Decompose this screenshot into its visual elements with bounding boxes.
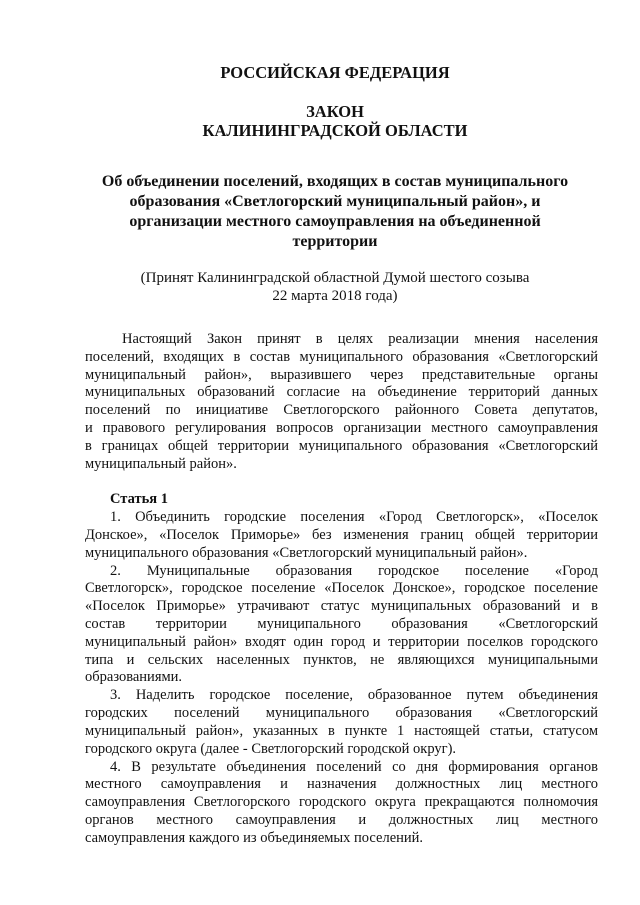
paragraph-line: самоуправления Светлогорского городского округа прекращаются полномочия xyxy=(85,794,598,811)
preamble-line: в границах общей территории муниципального образования «Светлогорский xyxy=(85,437,598,454)
title-line: Об объединении поселений, входящих в состав муниципального xyxy=(101,173,569,190)
paragraph-line: местного самоуправления и назначения должностных лиц местного xyxy=(85,776,598,793)
paragraph-line: «Поселок Приморье» утрачивают статус муниципальных образований и в xyxy=(85,598,598,615)
region-heading: КАЛИНИНГРАДСКОЙ ОБЛАСТИ xyxy=(202,121,468,140)
paragraph-line: органов местного самоуправления и должностных лиц местного xyxy=(85,811,598,828)
paragraph-line: Донское», «Поселок Приморье» без изменения границ общей территории xyxy=(85,526,598,543)
article-paragraph-4 xyxy=(85,759,598,848)
paragraph-line: городских поселений муниципального образования «Светлогорский xyxy=(85,705,598,722)
paragraph-line: муниципального образования «Светлогорский муниципальный район». xyxy=(85,544,528,561)
adoption-note xyxy=(70,269,600,305)
paragraph-line: состав территории муниципального образования «Светлогорский xyxy=(85,616,598,632)
paragraph-line: Светлогорск», городское поселение «Поселок Донское», городское поселение xyxy=(85,580,598,597)
preamble-line: Настоящий Закон принят в целях реализации мнения населения xyxy=(122,331,598,347)
paragraph-line: образованиями. xyxy=(85,669,183,686)
document-type-heading: ЗАКОН xyxy=(306,102,364,121)
paragraph-line: 1. Объединить городские поселения «Город Светлогорск», «Поселок xyxy=(110,509,598,526)
paragraph-line: 4. В результате объединения поселений со дня формирования органов xyxy=(110,758,598,775)
preamble-line: и правового регулирования вопросов организации местного самоуправления xyxy=(85,420,598,437)
article-paragraph-2 xyxy=(85,563,598,688)
paragraph-line: типа и сельских населенных пунктов, не являющихся муниципальными xyxy=(85,651,598,668)
preamble-line: муниципальных образований согласие на объединение территорий данных xyxy=(85,384,598,401)
preamble-line: муниципальный район», выразившего через представительные органы xyxy=(85,366,598,383)
paragraph-line: муниципальный район» входят один город и территории поселков городского xyxy=(85,633,598,650)
paragraph-line: муниципальный район», указанных в пункте 1 настоящей статьи, статусом xyxy=(85,722,598,739)
article-paragraph-3 xyxy=(85,687,598,758)
title-line: образования «Светлогорский муниципальный район», и xyxy=(129,193,541,210)
title-line: организации местного самоуправления на объединенной xyxy=(129,213,541,230)
title-line: территории xyxy=(292,233,378,250)
preamble-line: муниципальный район». xyxy=(85,455,237,472)
paragraph-line: самоуправления каждого из объединяемых поселений. xyxy=(85,829,424,846)
article-heading: Статья 1 xyxy=(110,491,168,508)
preamble xyxy=(85,331,598,474)
preamble-line: поселений по инициативе Светлогорского районного Совета депутатов, xyxy=(85,402,598,419)
country-heading: РОССИЙСКАЯ ФЕДЕРАЦИЯ xyxy=(220,63,450,82)
paragraph-line: 3. Наделить городское поселение, образованное путем объединения xyxy=(110,687,598,704)
paragraph-line: 2. Муниципальные образования городское поселение «Город xyxy=(110,562,598,579)
adoption-line: (Принят Калининградской областной Думой шестого созыва xyxy=(140,270,530,286)
law-body xyxy=(85,331,598,848)
adoption-line: 22 марта 2018 года) xyxy=(272,288,398,304)
article-paragraph-1 xyxy=(85,509,598,562)
preamble-line: поселений, входящих в состав муниципального образования «Светлогорский xyxy=(85,348,598,365)
law-title xyxy=(70,172,600,252)
paragraph-line: городского округа (далее - Светлогорский городской округ). xyxy=(85,740,457,757)
